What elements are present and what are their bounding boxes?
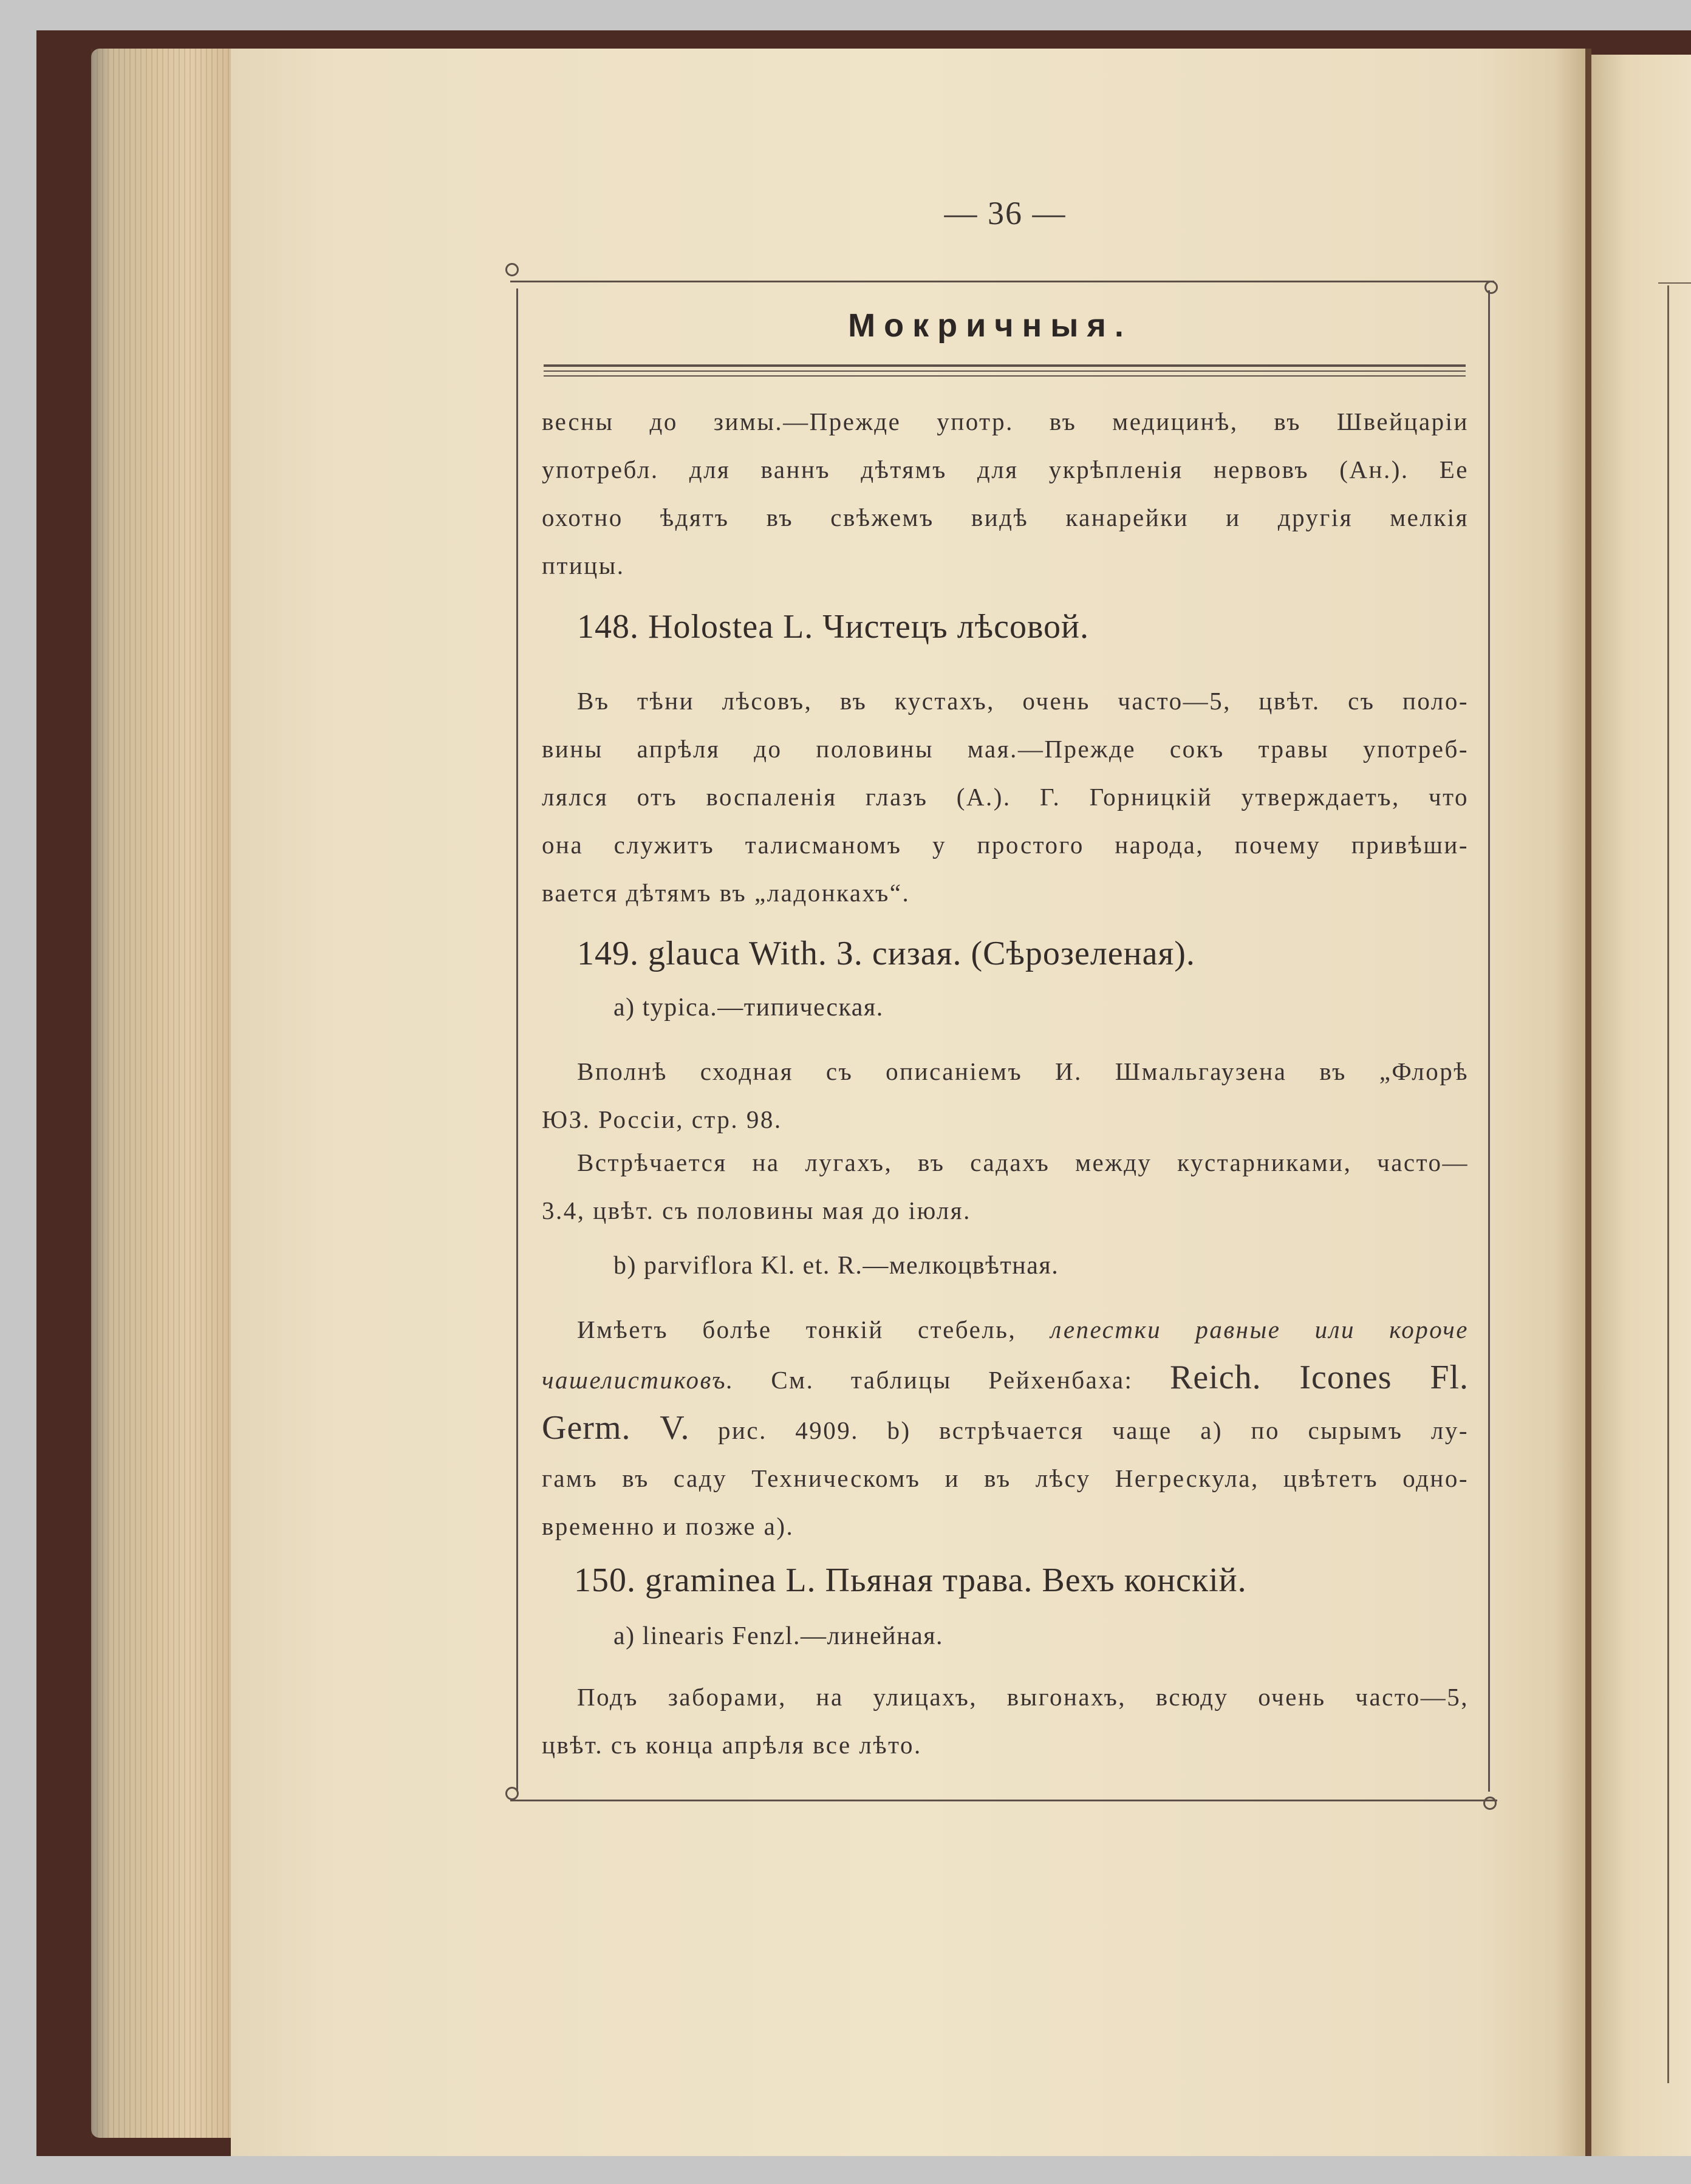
- text-line: 3.4, цвѣт. съ половины мая до іюля.: [542, 1196, 971, 1224]
- text-segment: Имѣетъ болѣе тонкій стебель,: [577, 1316, 1017, 1343]
- text-line: [542, 1404, 1469, 1455]
- corner-ornament-icon: [505, 1787, 519, 1800]
- text-line: весны до зимы.—Прежде употр. въ медицинѣ, въ Швейцаріи: [542, 408, 1469, 435]
- text-line: Подъ заборами, на улицахъ, выгонахъ, всюду очень часто—5,: [577, 1683, 1469, 1711]
- text-line: гамъ въ саду Техническомъ и въ лѣсу Негрескула, цвѣтетъ одно-: [542, 1464, 1469, 1492]
- italic-segment: лепестки равные или короче: [1050, 1316, 1469, 1343]
- intro-paragraph: [542, 398, 1469, 590]
- entry-149-variety-a: a) typica.—типическая.: [613, 994, 884, 1022]
- header-rule: [544, 375, 1466, 377]
- text-line: ЮЗ. Россіи, стр. 98.: [542, 1105, 782, 1133]
- text-line: птицы.: [542, 551, 625, 579]
- header-rule: [544, 364, 1466, 367]
- header-rule: [544, 370, 1466, 372]
- corner-ornament-icon: [1484, 281, 1498, 294]
- text-line: цвѣт. съ конца апрѣля все лѣто.: [542, 1731, 922, 1759]
- text-line: Встрѣчается на лугахъ, въ садахъ между кустарниками, часто—: [577, 1148, 1469, 1176]
- entry-148-paragraph: [542, 677, 1469, 917]
- text-line: Въ тѣни лѣсовъ, въ кустахъ, очень часто—5, цвѣт. съ поло-: [577, 687, 1469, 715]
- entry-149-paragraph-a1: [542, 1048, 1469, 1144]
- entry-149-paragraph-a2: [542, 1139, 1469, 1235]
- text-segment: рис. 4909. b) встрѣчается чаще a) по сырымъ лу-: [717, 1416, 1469, 1444]
- facing-page-rule: [1658, 282, 1691, 284]
- text-line: охотно ѣдятъ въ свѣжемъ видѣ канарейки и другія мелкія: [542, 503, 1469, 531]
- frame-top-rule: [510, 281, 1494, 282]
- text-line: вается дѣтямъ въ „ладонкахъ“.: [542, 879, 910, 907]
- text-line: [542, 1354, 1469, 1404]
- frame-bottom-rule: [510, 1800, 1497, 1801]
- section-title: Мокричныя.: [848, 307, 1132, 344]
- latin-reference: Reich. Icones Fl.: [1169, 1359, 1469, 1396]
- entry-149-variety-b: b) parviflora Kl. et. R.—мелкоцвѣтная.: [613, 1252, 1059, 1280]
- latin-reference: Germ. V.: [542, 1409, 690, 1447]
- entry-150-variety-a: a) linearis Fenzl.—линейная.: [613, 1622, 944, 1650]
- text-line: Вполнѣ сходная съ описаніемъ И. Шмальгаузена въ „Флорѣ: [577, 1057, 1469, 1085]
- text-line: временно и позже a).: [542, 1512, 794, 1540]
- text-line: вины апрѣля до половины мая.—Прежде сокъ травы употреб-: [542, 735, 1469, 763]
- entry-150-paragraph: [542, 1673, 1469, 1769]
- text-segment: См. таблицы Рейхенбаха:: [771, 1366, 1133, 1394]
- corner-ornament-icon: [505, 263, 519, 276]
- entry-149-heading: 149. glauca With. З. сизая. (Сѣрозеленая).: [577, 935, 1195, 972]
- frame-left-rule: [516, 288, 518, 1792]
- text-line: [542, 1306, 1469, 1354]
- text-line: лялся отъ воспаленія глазъ (А.). Г. Горницкій утверждаетъ, что: [542, 783, 1469, 811]
- page-gutter-shadow: [1555, 49, 1591, 2156]
- entry-150-heading: 150. graminea L. Пьяная трава. Вехъ конскій.: [574, 1561, 1247, 1599]
- corner-ornament-icon: [1483, 1797, 1497, 1810]
- text-line: употребл. для ваннъ дѣтямъ для укрѣпленія нервовъ (Ан.). Ее: [542, 456, 1469, 483]
- entry-149-paragraph-b: [542, 1306, 1469, 1551]
- page-number: — 36 —: [944, 195, 1067, 231]
- facing-page: [1591, 55, 1691, 2156]
- entry-148-heading: 148. Holostea L. Чистецъ лѣсовой.: [577, 608, 1089, 646]
- facing-page-border: [1667, 285, 1669, 2083]
- text-line: она служитъ талисманомъ у простого народа, почему привѣши-: [542, 831, 1469, 859]
- italic-segment: чашелистиковъ.: [542, 1366, 734, 1394]
